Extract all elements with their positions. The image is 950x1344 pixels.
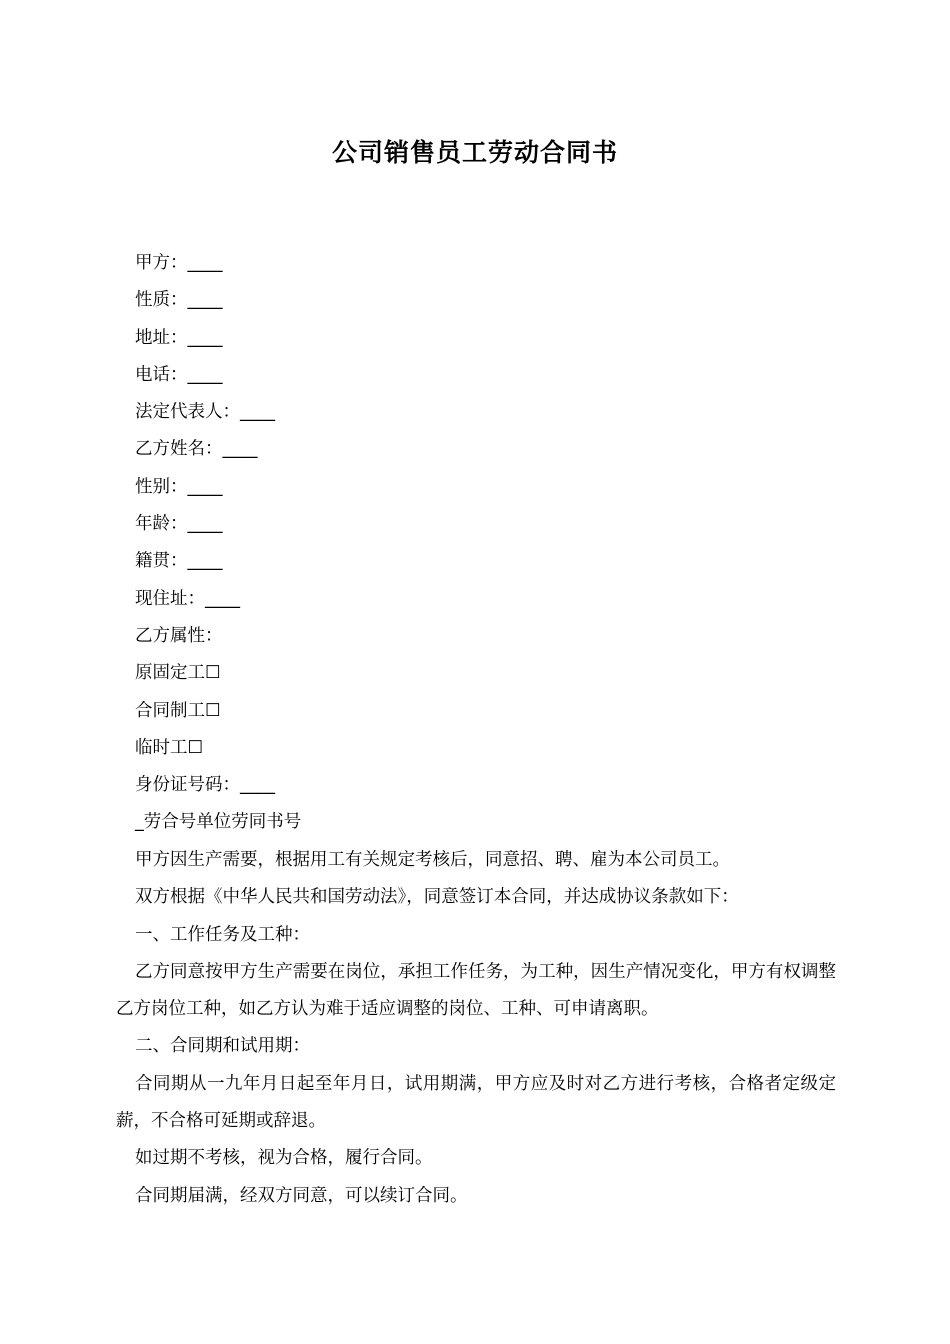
field-address: 地址：____	[135, 327, 223, 348]
field-legal-representative: 法定代表人：____	[135, 402, 275, 423]
option-contract-worker: 合同制工☐	[135, 700, 221, 721]
field-age: 年龄：____	[135, 514, 223, 535]
paragraph-term: 合同期从一九年月日起至年月日，试用期满，甲方应及时对乙方进行考核，合格者定级定薪，不合格可延期或辞退。	[116, 1073, 836, 1132]
paragraph-tasks: 乙方同意按甲方生产需要在岗位，承担工作任务，为工种，因生产情况变化，甲方有权调整乙方岗位工种，如乙方认为难于适应调整的岗位、工种、可申请离职。	[116, 961, 836, 1020]
field-native-place: 籍贯：____	[135, 551, 223, 572]
paragraph-renewal: 合同期届满，经双方同意，可以续订合同。	[135, 1185, 468, 1206]
field-party-a: 甲方：____	[135, 253, 223, 273]
option-temporary-worker: 临时工☐	[135, 737, 204, 758]
field-nature: 性质：____	[135, 290, 223, 311]
document-title: 公司销售员工劳动合同书	[331, 138, 618, 167]
field-party-b-name: 乙方姓名：____	[135, 439, 258, 460]
paragraph-overdue: 如过期不考核，视为合格，履行合同。	[135, 1148, 433, 1169]
field-party-b-attribute: 乙方属性：	[135, 625, 223, 646]
section-heading-term: 二、合同期和试用期：	[135, 1036, 310, 1057]
section-heading-tasks: 一、工作任务及工种：	[135, 924, 310, 945]
option-permanent-worker: 原固定工☐	[135, 663, 221, 684]
field-id-number: 身份证号码：____	[135, 775, 275, 796]
field-contract-number: _劳合号单位劳同书号	[135, 812, 302, 833]
field-phone: 电话：____	[135, 364, 223, 385]
paragraph-agreement: 双方根据《中华人民共和国劳动法》，同意签订本合同，并达成协议条款如下：	[135, 887, 739, 908]
field-current-address: 现住址：____	[135, 588, 240, 609]
paragraph-hiring: 甲方因生产需要，根据用工有关规定考核后，同意招、聘、雇为本公司员工。	[135, 850, 730, 870]
field-gender: 性别：____	[135, 476, 223, 497]
contract-body	[116, 842, 836, 1215]
party-info-fields	[135, 245, 855, 842]
